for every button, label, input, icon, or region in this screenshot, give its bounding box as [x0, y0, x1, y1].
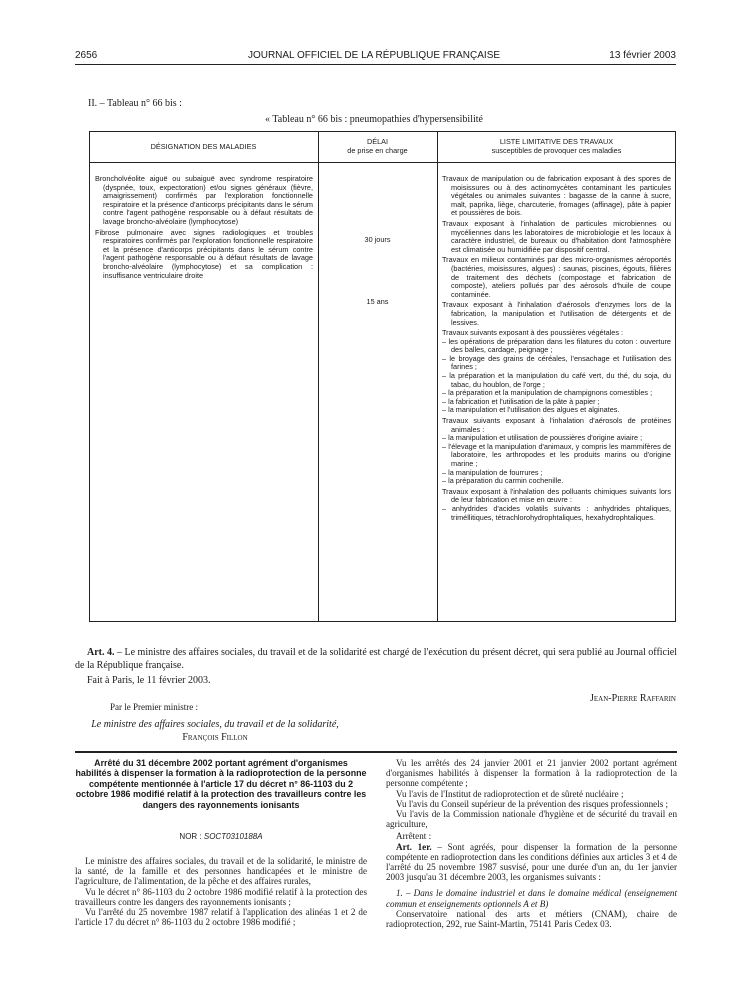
delay-value: 30 jours: [364, 235, 391, 244]
visa-paragraph: Le ministre des affaires sociales, du travail et de la solidarité, le ministre de la santé, de la famille et des personnes handicapées et le ministre de l'agriculture, de l'alimentation, de la pêche et des affaires rurales,: [75, 856, 367, 887]
organism-entry: Conservatoire national des arts et métiers (CNAM), chaire de radioprotection, 292, rue Saint-Martin, 75141 Paris Cedex 03.: [386, 908, 677, 930]
col-header-diseases: DÉSIGNATION DES MALADIES: [150, 142, 257, 151]
section-heading: II. – Tableau n° 66 bis :: [88, 98, 182, 109]
table-col-divider: [318, 131, 319, 622]
works-item: – les opérations de préparation dans les filatures du coton : ouverture des balles, cardage, peignage ;: [442, 336, 671, 355]
works-item: – la manipulation et l'utilisation des algues et alginates.: [442, 405, 620, 415]
table-header-rule: [89, 162, 676, 163]
works-item: – le broyage des grains de céréales, l'ensachage et l'utilisation des farines ;: [442, 353, 671, 372]
works-entry: Travaux suivants exposant à l'inhalation d'aérosols de protéines animales :: [442, 416, 671, 434]
delay-value: 15 ans: [366, 297, 389, 306]
works-group: [442, 175, 671, 218]
works-entry: Travaux en milieux contaminés par des micro-organismes aéroportés (bactéries, moisissures, algues) : saunas, piscines, égouts, filières de traitement des déchets (compostage et fabrication de composte), ateliers pollués par des aérosols d'huile de coupe contaminée.: [442, 255, 671, 299]
visa-paragraph: Vu les arrêtés des 24 janvier 2001 et 21 janvier 2002 portant agrément d'organismes habilités à dispenser la formation à la radioprotection de la personne compétente ;: [386, 758, 677, 789]
works-list: [442, 175, 671, 524]
page-number: 2656: [75, 50, 98, 61]
col-header-works: LISTE LIMITATIVE DES TRAVAUX: [499, 137, 614, 146]
article-1: [386, 842, 677, 883]
works-entry: Travaux suivants exposant à des poussières végétales :: [442, 328, 624, 338]
works-item: – l'élevage et la manipulation d'animaux, y compris les mammifères de laboratoire, les arthropodes et les produits marins ou d'origine marine ;: [442, 441, 671, 468]
article-4: [75, 647, 677, 672]
domain-heading: 1. – Dans le domaine industriel et dans le domaine médical (enseignement commun et enseignements optionnels A et B): [386, 888, 677, 909]
minister-name: François Fillon: [182, 732, 248, 743]
minister-title: Le ministre des affaires sociales, du travail et de la solidarité,: [91, 719, 339, 730]
arretent-heading: Arrêtent :: [396, 831, 432, 842]
for-prime-minister: Par le Premier ministre :: [110, 702, 198, 712]
header-rule: [75, 64, 676, 65]
nor-label: NOR :: [179, 832, 204, 841]
arrete-left-column: [75, 856, 367, 927]
visa-paragraph: Vu le décret n° 86-1103 du 2 octobre 1986 modifié relatif à la protection des travailleurs contre les dangers des rayonnements ionisants ;: [75, 886, 367, 907]
works-group: [442, 329, 671, 415]
disease-entry: Broncholvéolite aiguë ou subaiguë avec syndrome respiratoire (dyspnée, toux, expectoration) et/ou signes généraux (fièvre, amaigrissement) confirmés par l'exploration fonctionnelle respiratoire et la présence d'anticorps précipitants dans le sérum contre l'agent pathogène responsable ou à défaut résultats de lavage broncho-alvéolaire (lymphocytose): [95, 174, 313, 226]
section-separator: [75, 751, 677, 753]
visa-paragraph: Vu l'avis du Conseil supérieur de la prévention des risques professionnels ;: [396, 798, 669, 809]
col-header-delay: DÉLAI: [366, 137, 389, 146]
nor-reference: [75, 832, 367, 841]
works-item: – la manipulation et utilisation de poussières d'origine aviaire ;: [442, 433, 643, 443]
disease-entry: Fibrose pulmonaire avec signes radiologiques et troubles respiratoires confirmés par l'exploration fonctionnelle respiratoire et la présence d'anticorps précipitants dans le sérum contre l'agent pathogène responsable ou à défaut résultats de lavage broncho-alvéolaire (lymphocytose) et sa complication : insuffisance ventriculaire droite: [95, 227, 313, 280]
works-item: – la préparation et la manipulation du café vert, du thé, du soja, du tabac, du houblon, de l'orge ;: [442, 371, 671, 389]
made-at: Fait à Paris, le 11 février 2003.: [87, 675, 211, 686]
col-header-delay-sub: de prise en charge: [347, 146, 408, 155]
works-item: – la préparation du carmin cochenille.: [442, 476, 564, 486]
disease-list: [95, 175, 313, 280]
works-entry: Travaux exposant à l'inhalation d'aérosols d'enzymes lors de la fabrication, la manipulation et l'utilisation de détergents et de lessives.: [442, 300, 671, 327]
works-entry: Travaux exposant à l'inhalation des polluants chimiques suivants lors de leur fabrication et mise en œuvre :: [442, 486, 671, 505]
header-date: 13 février 2003: [609, 50, 676, 61]
works-group: [442, 256, 671, 299]
table-title: « Tableau n° 66 bis : pneumopathies d'hypersensibilité: [265, 114, 483, 125]
article-1-text: – Sont agréés, pour dispenser la formation de la personne compétente en radioprotection dans les conditions définies aux articles 3 et 4 de l'arrêté du 25 novembre 1987 susvisé, pour une durée d'un an, du 1er janvier 2003 jusqu'au 31 décembre 2003, les organismes suivants :: [386, 841, 677, 883]
signer-pm: Jean-Pierre Raffarin: [590, 693, 676, 704]
article-4-label: Art. 4.: [87, 647, 115, 658]
visa-paragraph: Vu l'avis de la Commission nationale d'hygiène et de sécurité du travail en agriculture,: [386, 809, 677, 830]
visa-paragraph: Vu l'avis de l'Institut de radioprotection et de sûreté nucléaire ;: [396, 788, 624, 799]
works-group: [442, 220, 671, 254]
works-item: – anhydrides d'acides volatils suivants : anhydrides phtaliques, triméllitiques, tétrachlorohydrophtaliques, hexahydrophtaliques.: [442, 503, 671, 522]
col-header-works-sub: susceptibles de provoquer ces maladies: [491, 146, 622, 155]
table-col-divider: [437, 131, 438, 622]
works-entry: Travaux exposant à l'inhalation de particules microbiennes ou mycéliennes dans les laboratoires de microbiologie et les locaux à caractère industriel, de bureaux ou d'habitation dont l'atmosphère est climatisée ou humidifiée par dispositif central.: [442, 218, 671, 254]
works-item: – la manipulation de fourrures ;: [442, 467, 543, 477]
works-group: [442, 417, 671, 486]
works-group: [442, 301, 671, 327]
works-group: [442, 488, 671, 522]
article-4-text: – Le ministre des affaires sociales, du travail et de la solidarité est chargé de l'exécution du présent décret, qui sera publié au Journal officiel de la République française.: [75, 647, 677, 671]
works-entry: Travaux de manipulation ou de fabrication exposant à des spores de moisissures ou à des actinomycètes contaminant les particules végétales ou animales suivantes : bagasse de la canne à sucre, malt, paprika, liège, charcuterie, fromages (affinage), pâte à papier et poussières de bois.: [442, 174, 671, 218]
works-item: – la préparation et la manipulation de champignons comestibles ;: [442, 388, 653, 398]
arrete-title: Arrêté du 31 décembre 2002 portant agrément d'organismes habilités à dispenser la formation à la radioprotection de la personne compétente mentionnée à l'article 17 du décret n° 86-1103 du 2 octobre 1986 modifié relatif à la protection des travailleurs contre les dangers des rayonnements ionisants: [75, 758, 367, 810]
arrete-right-column: [386, 758, 677, 929]
works-item: – la fabrication et l'utilisation de la pâte à papier ;: [442, 396, 600, 406]
visa-paragraph: Vu l'arrêté du 25 novembre 1987 relatif à l'application des alinéas 1 et 2 de l'article 17 du décret n° 86-1103 du 2 octobre 1986 modifié ;: [75, 907, 367, 928]
journal-title: JOURNAL OFFICIEL DE LA RÉPUBLIQUE FRANÇAISE: [247, 50, 501, 61]
article-1-label: Art. 1er.: [396, 841, 432, 852]
nor-value: SOCT0310188A: [203, 832, 263, 841]
